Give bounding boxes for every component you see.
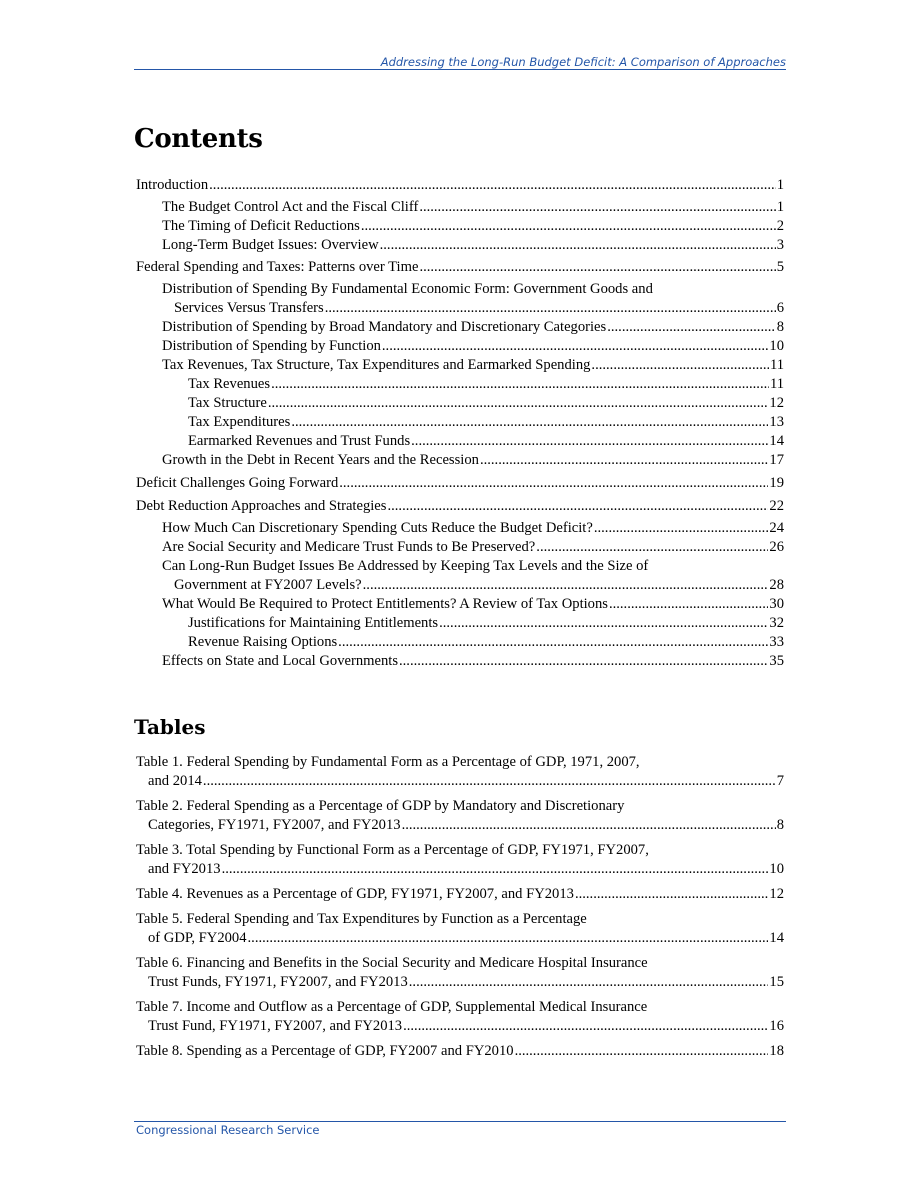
table-entry[interactable]: Table 5. Federal Spending and Tax Expenditures by Function as a Percentage of GDP, FY2004 ..... 14 xyxy=(136,910,784,948)
toc-entry[interactable]: Effects on State and Local Governments ..... 35 xyxy=(136,652,784,671)
toc-entry[interactable]: Earmarked Revenues and Trust Funds ..... 14 xyxy=(136,432,784,451)
toc-entry[interactable]: Justifications for Maintaining Entitlements ..... 32 xyxy=(136,614,784,633)
table-entry[interactable]: Table 3. Total Spending by Functional Form as a Percentage of GDP, FY1971, FY2007, and FY2013 ..... 10 xyxy=(136,841,784,879)
header-rule xyxy=(134,69,786,70)
table-entry[interactable]: Table 1. Federal Spending by Fundamental Form as a Percentage of GDP, 1971, 2007, and 2014 ..... 7 xyxy=(136,753,784,791)
toc-entry[interactable]: Distribution of Spending by Function ..... 10 xyxy=(136,337,784,356)
table-entry[interactable]: Table 6. Financing and Benefits in the Social Security and Medicare Hospital Insurance Trust Funds, FY1971, FY2007, and FY2013 ..... 15 xyxy=(136,954,784,992)
table-entry[interactable]: Table 2. Federal Spending as a Percentage of GDP by Mandatory and Discretionary Categories, FY1971, FY2007, and FY2013 ..... 8 xyxy=(136,797,784,835)
toc-entry[interactable]: Tax Revenues, Tax Structure, Tax Expenditures and Earmarked Spending ..... 11 xyxy=(136,356,784,375)
toc-entry[interactable]: What Would Be Required to Protect Entitlements? A Review of Tax Options ..... 30 xyxy=(136,595,784,614)
toc-entry[interactable]: Deficit Challenges Going Forward ..... 19 xyxy=(136,474,784,493)
toc-entry[interactable]: Distribution of Spending By Fundamental Economic Form: Government Goods and Services Versus Transfers ..... 6 xyxy=(136,280,784,318)
contents-list xyxy=(136,176,784,671)
table-entry[interactable]: Table 7. Income and Outflow as a Percentage of GDP, Supplemental Medical Insurance Trust Fund, FY1971, FY2007, and FY2013 ..... 16 xyxy=(136,998,784,1036)
toc-entry[interactable]: Debt Reduction Approaches and Strategies ..... 22 xyxy=(136,497,784,516)
contents-heading: Contents xyxy=(134,124,263,154)
toc-entry[interactable]: The Timing of Deficit Reductions ..... 2 xyxy=(136,217,784,236)
tables-heading: Tables xyxy=(134,715,206,739)
footer-rule xyxy=(134,1121,786,1122)
toc-entry[interactable]: Introduction ..... 1 xyxy=(136,176,784,195)
toc-entry[interactable]: Are Social Security and Medicare Trust Funds to Be Preserved? ..... 26 xyxy=(136,538,784,557)
toc-entry[interactable]: Tax Revenues ..... 11 xyxy=(136,375,784,394)
running-header: Addressing the Long-Run Budget Deficit: A Comparison of Approaches xyxy=(380,55,786,69)
toc-entry[interactable]: Tax Expenditures ..... 13 xyxy=(136,413,784,432)
toc-entry[interactable]: Long-Term Budget Issues: Overview ..... 3 xyxy=(136,236,784,255)
toc-entry[interactable]: Can Long-Run Budget Issues Be Addressed by Keeping Tax Levels and the Size of Government at FY2007 Levels? ..... 28 xyxy=(136,557,784,595)
toc-entry[interactable]: Federal Spending and Taxes: Patterns over Time ..... 5 xyxy=(136,258,784,277)
toc-entry[interactable]: Revenue Raising Options ..... 33 xyxy=(136,633,784,652)
toc-entry[interactable]: How Much Can Discretionary Spending Cuts Reduce the Budget Deficit? ..... 24 xyxy=(136,519,784,538)
toc-entry[interactable]: Distribution of Spending by Broad Mandatory and Discretionary Categories ..... 8 xyxy=(136,318,784,337)
toc-entry[interactable]: The Budget Control Act and the Fiscal Cliff ..... 1 xyxy=(136,198,784,217)
table-entry[interactable]: Table 8. Spending as a Percentage of GDP, FY2007 and FY2010 ..... 18 xyxy=(136,1042,784,1061)
toc-entry[interactable]: Tax Structure ..... 12 xyxy=(136,394,784,413)
running-footer: Congressional Research Service xyxy=(136,1123,320,1137)
tables-list xyxy=(136,753,784,1061)
table-entry[interactable]: Table 4. Revenues as a Percentage of GDP, FY1971, FY2007, and FY2013 ..... 12 xyxy=(136,885,784,904)
toc-entry[interactable]: Growth in the Debt in Recent Years and the Recession ..... 17 xyxy=(136,451,784,470)
